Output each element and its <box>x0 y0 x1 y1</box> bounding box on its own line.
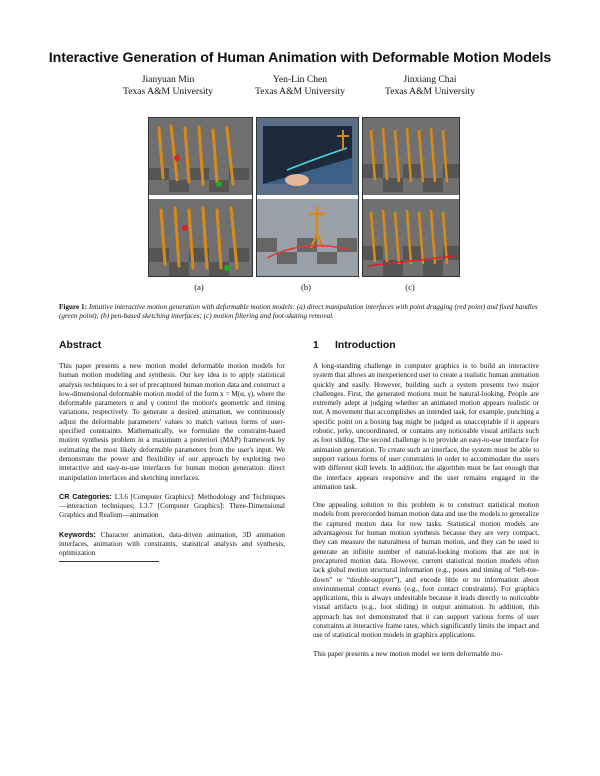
section-title: Introduction <box>335 340 396 351</box>
author-2-name: Yen-Lin Chen <box>272 74 328 85</box>
author-3 <box>340 74 520 98</box>
keywords-label: Keywords: <box>59 529 96 539</box>
figure-image-c <box>363 118 459 276</box>
author-1-affiliation: Texas A&M University <box>123 86 213 97</box>
right-column <box>313 340 539 668</box>
author-3-name: Jinxiang Chai <box>403 74 457 85</box>
cr-categories-label: CR Categories: <box>59 491 112 501</box>
section-number: 1 <box>313 340 319 351</box>
author-3-affiliation: Texas A&M University <box>385 86 475 97</box>
figure-image-b <box>257 118 358 276</box>
figure-label-a: (a) <box>194 282 204 292</box>
footnote-rule <box>59 561 159 562</box>
abstract-paragraph: This paper presents a new motion model deformable motion models for human motion modeling and synthesis. Our key idea is to apply statistical analysis techniques to a set of precaptured human motion data and construct a low-dimensional deformable motion model of the form x = M(α, γ), where the deformable parameters α and γ control the motion's geometric and timing variations, respectively. To generate a desired animation, we continuously adjust the deformable parameters' values to match various forms of user-specified constraints. Mathematically, we formulate the constraint-based motion synthesis problem in a maximum a posteriori (MAP) framework by estimating the most likely deformable parameters from the user's input. We demonstrate the power and flexibility of our approach by exploring two interactive and easy-to-use interfaces for human motion generation: direct manipulation interfaces and sketching interfaces. <box>59 362 285 482</box>
caption-text: Intuitive interactive motion generation with deformable motion models: (a) direct manipulation interfaces with point dragging (red point) and fixed handles (green point); (b) pen-based sketching interfaces; (c) motion filtering and foot-skating removal. <box>59 303 538 321</box>
left-column <box>59 340 285 562</box>
cr-categories-text: I.3.6 [Computer Graphics]: Methodology and Techniques—interaction techniques; I.3.7 [Computer Graphics]: Three-Dimensional Graphics and Realism—animation <box>59 492 286 520</box>
figure-panel-c <box>362 117 460 277</box>
figure-panel-a <box>148 117 253 277</box>
figure-caption <box>59 303 541 322</box>
keywords-text: Character animation, data-driven animation, 3D animation interfaces, animation with constraints, statistical analysis and synthesis, optimization <box>59 530 286 558</box>
paper-title: Interactive Generation of Human Animation with Deformable Motion Models <box>48 50 552 66</box>
figure-label-b: (b) <box>301 282 311 292</box>
abstract-heading: Abstract <box>59 340 102 351</box>
intro-paragraph-1: A long-standing challenge in computer graphics is to build an interactive system that allows an inexperienced user to create a realistic human animation quickly and easily. However, building such a system presents two major challenges. First, the generated motions must be natural-looking. People are extremely adept at judging whether an animated motion appears realistic or not. A movement that accomplishes an intended task, for example, punching a specific point on a boxing bag might be judged as unacceptable if it appears robotic, jerky, uncoordinated, or contains any noticeable visual artifacts such as foot sliding. The second challenge is to provide an easy-to-use interface for animation generation. To create such an interface, the system must be able to support various forms of user constraints in order to accommodate the users with different skill levels. In addition, the algorithm must be fast enough that the interface appears responsive and the user remains engaged in the animation task. <box>313 362 539 491</box>
author-1-name: Jianyuan Min <box>141 74 195 85</box>
figure-panel-b <box>256 117 359 277</box>
figure-image-a <box>149 118 252 276</box>
keywords <box>59 530 285 559</box>
intro-paragraph-2: One appealing solution to this problem is to construct statistical motion models from prerecorded human motion data and use the models to generalize the captured motion data for new tasks. Statistical motion models are advantageous for human motion synthesis because they are very compact, they can measure the naturalness of human motion, and they can be used to generate an infinite number of natural-looking motions that are not in precaptured motion data. However, current statistical motion models often lack global motion structural information (e.g., poses and timing of “left-toe-down” or “double-support”), and encode little or no information about environmental contact events (e.g., foot contact constraints). For graphics applications, this is always undesirable because it leads directly to noticeable visual artifacts (e.g., foot sliding) in output animation. In addition, this approach has not demonstrated that it can support various forms of user constraints at interactive frame rates, which significantly limits the impact and use of statistical motion models in graphics applications. <box>313 501 539 640</box>
figure-label-c: (c) <box>405 282 415 292</box>
intro-paragraph-3: This paper presents a new motion model we term deformable mo- <box>313 649 503 658</box>
cr-categories <box>59 492 285 521</box>
author-2-affiliation: Texas A&M University <box>255 86 345 97</box>
caption-label: Figure 1: <box>59 303 88 311</box>
introduction-heading <box>313 340 539 352</box>
